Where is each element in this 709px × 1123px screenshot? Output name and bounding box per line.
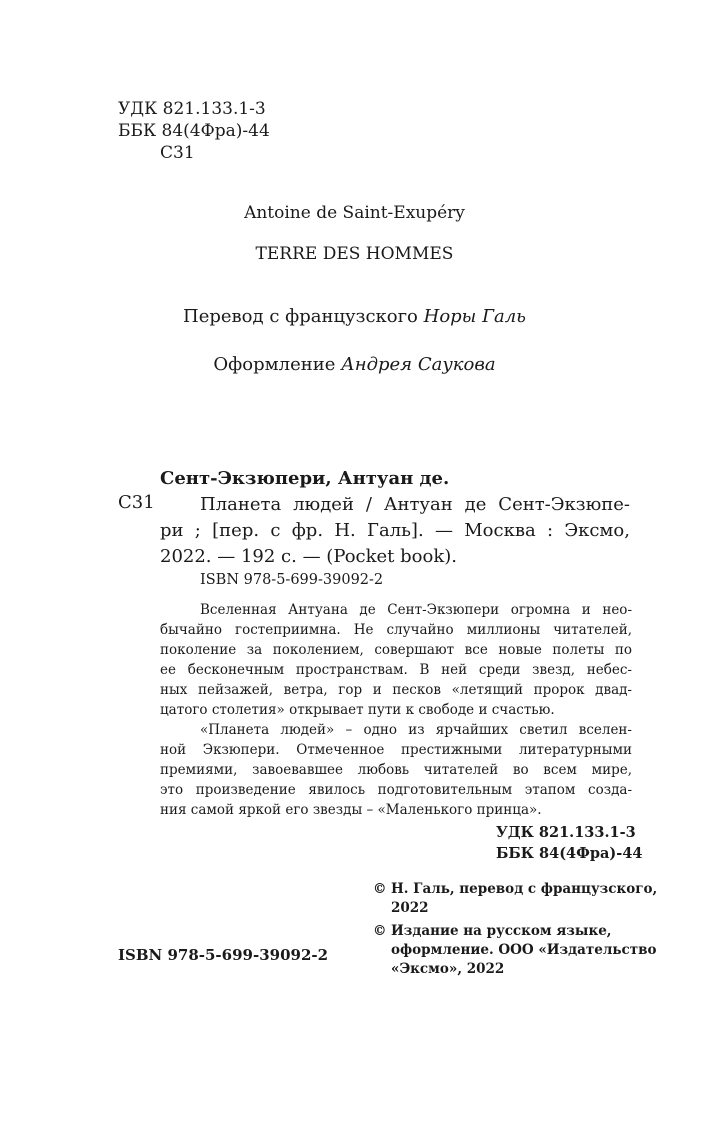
design-credit: [0, 354, 709, 375]
copyright-line: Издание на русском языке,: [391, 923, 612, 939]
bibliographic-isbn: ISBN 978-5-699-39092-2: [200, 572, 384, 588]
bibliographic-record: [160, 466, 630, 570]
udk-code: УДК 821.133.1-3: [118, 99, 266, 119]
original-author: Antoine de Saint-Exupéry: [244, 203, 465, 223]
bottom-bbk-code: ББК 84(4Фра)-44: [496, 845, 643, 862]
author-mark: С31: [160, 143, 195, 163]
bibliographic-line: Планета людей / Антуан де Сент-Экзюпе-: [200, 494, 630, 515]
bottom-udk-code: УДК 821.133.1-3: [496, 824, 636, 841]
bibliographic-author: Сент-Экзюпери, Антуан де.: [160, 468, 450, 489]
copyright-item: [373, 880, 673, 918]
copyright-line: Н. Галь, перевод с французского,: [391, 881, 658, 897]
annotation-line: «Планета людей» – одно из ярчайших светил вселен-: [200, 722, 632, 738]
annotation-line: ния самой яркой его звезды – «Маленького принца».: [160, 802, 542, 818]
copyright-line: «Эксмо», 2022: [391, 961, 505, 977]
original-title: TERRE DES HOMMES: [255, 244, 454, 264]
annotation-line: бычайно гостеприимна. Не случайно миллионы читателей,: [160, 622, 632, 638]
copyright-line: 2022: [391, 900, 429, 916]
annotation-line: премиями, завоевавшее любовь читателей во всем мире,: [160, 762, 632, 778]
designer-name: Андрея Саукова: [341, 354, 496, 375]
translation-credit: [0, 306, 709, 327]
annotation: [160, 600, 632, 820]
translation-prefix: Перевод с французского: [183, 306, 418, 327]
design-prefix: Оформление: [213, 354, 336, 375]
copyright-symbol: ©: [373, 923, 387, 939]
bibliographic-line: 2022. — 192 с. — (Pocket book).: [160, 546, 457, 567]
bibliographic-mark: С31: [118, 492, 155, 513]
copyright-block: [373, 880, 673, 983]
annotation-line: это произведение явилось подготовительным этапом созда-: [160, 782, 632, 798]
bottom-classification-codes: [496, 822, 643, 864]
annotation-line: ной Экзюпери. Отмеченное престижными литературными: [160, 742, 632, 758]
top-classification-codes: [118, 98, 270, 164]
bottom-isbn: ISBN 978-5-699-39092-2: [118, 946, 329, 964]
copyright-symbol: ©: [373, 881, 387, 897]
annotation-line: ных пейзажей, ветра, гор и песков «летящий пророк двад-: [160, 682, 632, 698]
bbk-code: ББК 84(4Фра)-44: [118, 121, 270, 141]
annotation-paragraph: [160, 600, 632, 720]
annotation-paragraph: [160, 720, 632, 820]
copyright-item: [373, 922, 673, 979]
translator-name: Норы Галь: [423, 306, 526, 327]
annotation-line: Вселенная Антуана де Сент-Экзюпери огромна и нео-: [200, 602, 632, 618]
annotation-line: поколение за поколением, совершают все новые полеты по: [160, 642, 632, 658]
annotation-line: цатого столетия» открывает пути к свободе и счастью.: [160, 702, 555, 718]
annotation-line: ее бесконечным пространствам. В ней среди звезд, небес-: [160, 662, 632, 678]
bibliographic-line: ри ; [пер. с фр. Н. Галь]. — Москва : Эксмо,: [160, 520, 630, 541]
copyright-line: оформление. ООО «Издательство: [391, 942, 657, 958]
